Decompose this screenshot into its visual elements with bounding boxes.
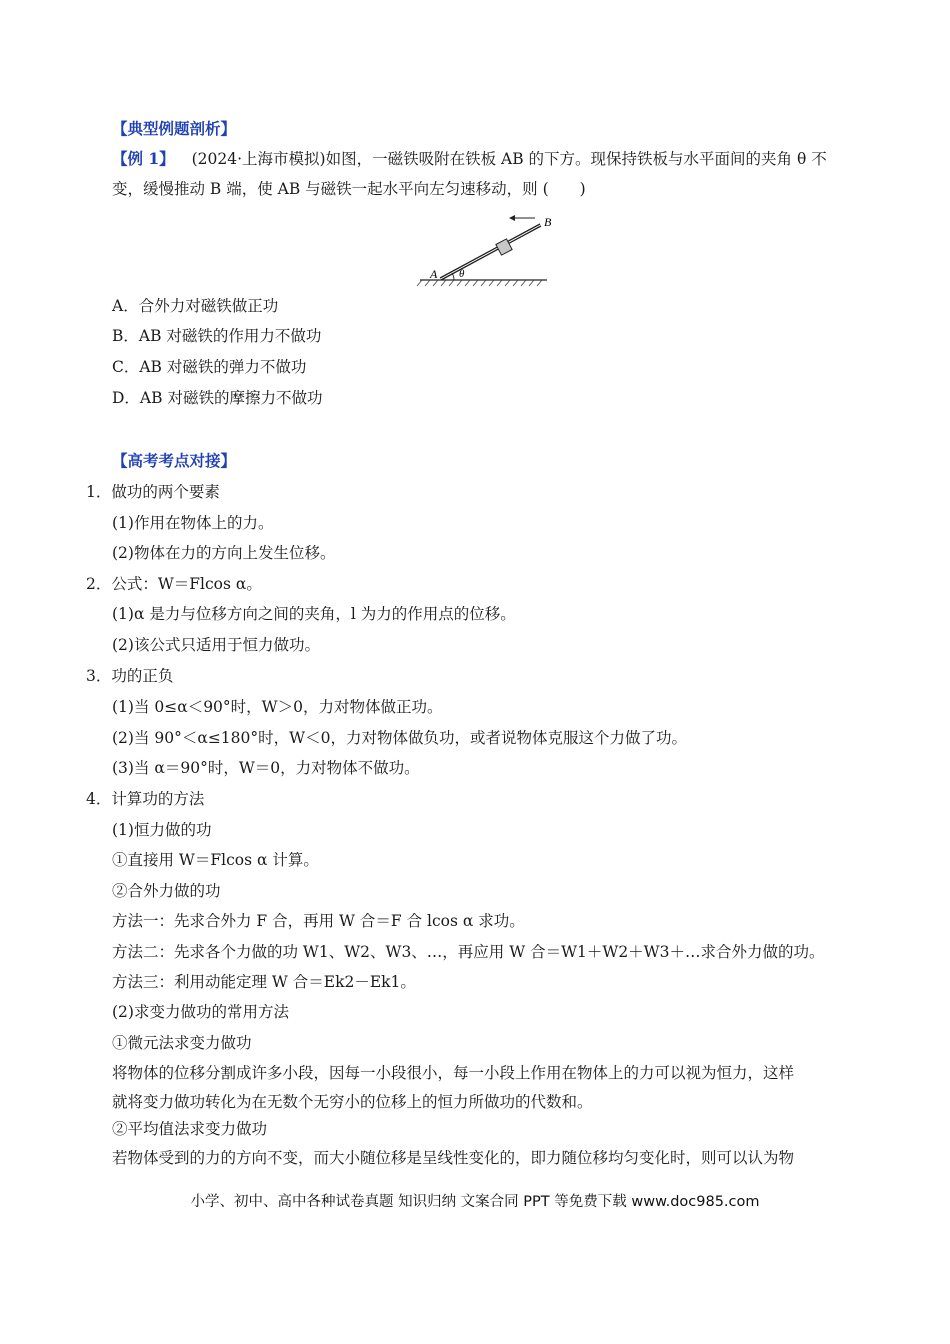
point-line: 方法三：利用动能定理 W 合＝Ek2－Ek1。 bbox=[112, 973, 416, 991]
point-line: 方法二：先求各个力做的功 W1、W2、W3、…，再应用 W 合＝W1＋W2＋W3＋…求合外力做的功。 bbox=[112, 943, 825, 961]
example-section-title: 【典型例题剖析】 bbox=[112, 119, 237, 138]
point-line: (1)恒力做的功 bbox=[112, 821, 212, 839]
example-stem-line-2: 变，缓慢推动 B 端，使 AB 与磁铁一起水平向左匀速移动，则 ( ) bbox=[112, 180, 586, 198]
point-line: (3)当 α＝90°时，W＝0，力对物体不做功。 bbox=[112, 759, 420, 777]
label-b: B bbox=[544, 215, 552, 229]
option-d: D．AB 对磁铁的摩擦力不做功 bbox=[112, 389, 323, 407]
point-line: (2)该公式只适用于恒力做功。 bbox=[112, 636, 320, 654]
point-line: ①直接用 W＝Flcos α 计算。 bbox=[112, 851, 319, 869]
point-line: 将物体的位移分割成许多小段，因每一小段很小，每一小段上作用在物体上的力可以视为恒力，这样 bbox=[112, 1064, 795, 1082]
point-line: 方法一：先求合外力 F 合，再用 W 合＝F 合 lcos α 求功。 bbox=[112, 912, 525, 930]
incline-figure bbox=[412, 210, 562, 290]
incline-diagram bbox=[412, 210, 562, 290]
point-line: (2)当 90°＜α≤180°时，W＜0，力对物体做负功，或者说物体克服这个力做了功。 bbox=[112, 729, 687, 747]
magnet-block bbox=[496, 239, 512, 255]
point-line: ②合外力做的功 bbox=[112, 882, 221, 900]
point-line: ①微元法求变力做功 bbox=[112, 1034, 252, 1052]
option-c: C．AB 对磁铁的弹力不做功 bbox=[112, 358, 307, 376]
point-line: ②平均值法求变力做功 bbox=[112, 1120, 268, 1138]
point-line: (2)物体在力的方向上发生位移。 bbox=[112, 544, 336, 562]
point-line: (1)α 是力与位移方向之间的夹角，l 为力的作用点的位移。 bbox=[112, 605, 516, 623]
option-a: A．合外力对磁铁做正功 bbox=[112, 297, 279, 315]
label-theta: θ bbox=[459, 268, 465, 280]
point-line: 若物体受到的力的方向不变，而大小随位移是呈线性变化的，即力随位移均匀变化时，则可以认为物 bbox=[112, 1149, 795, 1167]
point-line: 就将变力做功转化为在无数个无穷小的位移上的恒力所做功的代数和。 bbox=[112, 1093, 593, 1111]
example-stem-line-1 bbox=[112, 148, 827, 170]
point-heading-2: 2．公式：W＝Flcos α。 bbox=[86, 575, 262, 593]
example-stem-text-1: (2024·上海市模拟)如图，一磁铁吸附在铁板 AB 的下方。现保持铁板与水平面间的夹角 θ 不 bbox=[191, 150, 827, 168]
point-heading-3: 3．功的正负 bbox=[86, 667, 174, 685]
page-footer: 小学、初中、高中各种试卷真题 知识归纳 文案合同 PPT 等免费下载 www.doc985.com bbox=[190, 1194, 760, 1210]
example-tag: 【例 1】 bbox=[112, 149, 175, 168]
point-line: (2)求变力做功的常用方法 bbox=[112, 1003, 289, 1021]
point-heading-1: 1．做功的两个要素 bbox=[86, 483, 220, 501]
point-line: (1)作用在物体上的力。 bbox=[112, 514, 274, 532]
point-heading-4: 4．计算功的方法 bbox=[86, 790, 205, 808]
points-section-title: 【高考考点对接】 bbox=[112, 451, 237, 470]
label-a: A bbox=[430, 267, 438, 281]
option-b: B．AB 对磁铁的作用力不做功 bbox=[112, 327, 322, 345]
point-line: (1)当 0≤α＜90°时，W＞0，力对物体做正功。 bbox=[112, 698, 443, 716]
